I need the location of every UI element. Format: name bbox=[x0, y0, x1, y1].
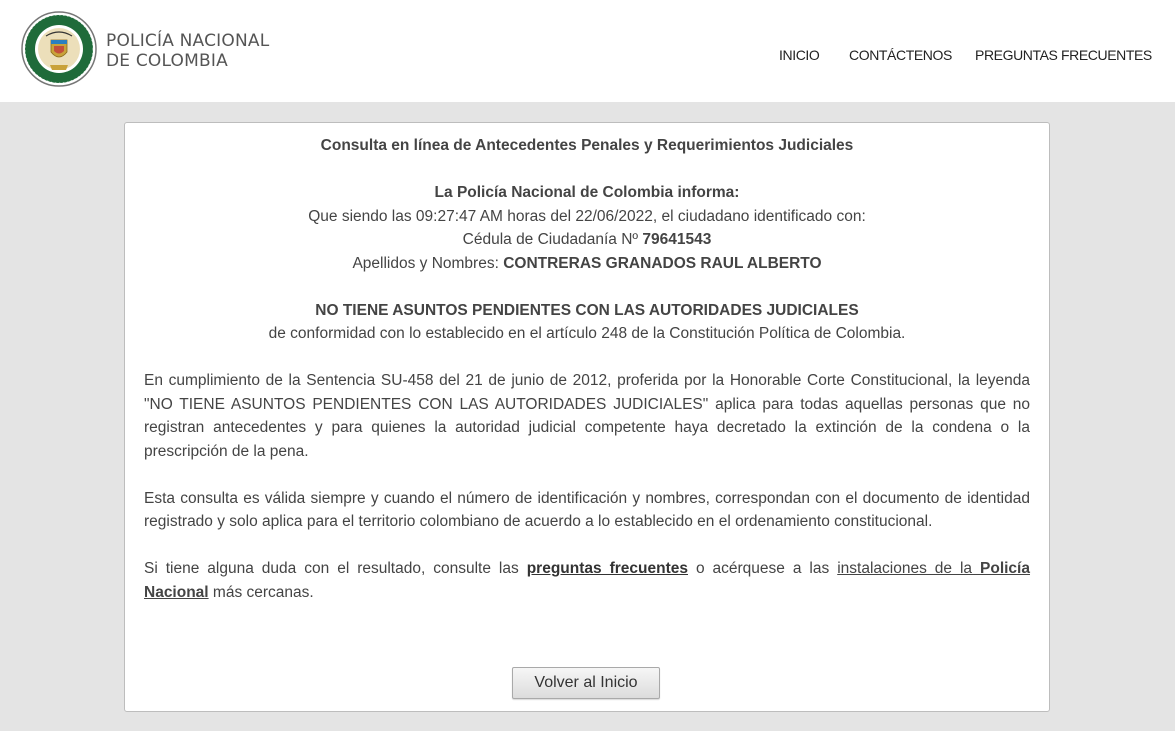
validity-paragraph: Esta consulta es válida siempre y cuando el número de identificación y nombres, correspondan con el documento de identidad registrado y solo aplica para el territorio colombiano de acuerdo a lo establecido en el ordenamiento constitucional. bbox=[144, 489, 1030, 530]
result-content bbox=[144, 134, 1030, 604]
help-text-start: Si tiene alguna duda con el resultado, consulte las bbox=[144, 560, 527, 577]
statement-line: Que siendo las 09:27:47 AM horas del 22/06/2022, el ciudadano identificado con: bbox=[308, 207, 866, 225]
legal-basis: de conformidad con lo establecido en el artículo 248 de la Constitución Política de Colombia. bbox=[268, 325, 906, 342]
site-header bbox=[0, 0, 1175, 102]
status-result: NO TIENE ASUNTOS PENDIENTES CON LAS AUTORIDADES JUDICIALES bbox=[315, 301, 859, 319]
help-text-end: más cercanas. bbox=[208, 583, 314, 601]
brand-line-2: DE COLOMBIA bbox=[106, 51, 228, 71]
name-value: CONTRERAS GRANADOS RAUL ALBERTO bbox=[503, 254, 822, 272]
name-line bbox=[144, 252, 1030, 276]
faq-link[interactable]: preguntas frecuentes bbox=[526, 560, 688, 577]
id-label: Cédula de Ciudadanía Nº bbox=[462, 231, 639, 248]
result-card bbox=[124, 122, 1050, 712]
nav-preguntas-frecuentes[interactable]: PREGUNTAS FRECUENTES bbox=[975, 47, 1152, 63]
back-to-home-button[interactable]: Volver al Inicio bbox=[512, 667, 660, 699]
top-nav bbox=[0, 47, 1175, 67]
brand-line-1: POLICÍA NACIONAL bbox=[106, 31, 270, 51]
nav-inicio[interactable]: INICIO bbox=[779, 47, 820, 63]
id-line bbox=[144, 228, 1030, 252]
name-label: Apellidos y Nombres: bbox=[352, 254, 499, 272]
help-paragraph bbox=[144, 557, 1030, 604]
installations-link-bold: Policía Nacional bbox=[144, 560, 1030, 601]
result-title: Consulta en línea de Antecedentes Penales y Requerimientos Judiciales bbox=[320, 137, 854, 154]
inform-heading: La Policía Nacional de Colombia informa: bbox=[434, 184, 740, 201]
id-number: 79641543 bbox=[642, 231, 712, 248]
nav-contactenos[interactable]: CONTÁCTENOS bbox=[849, 47, 952, 63]
help-text-middle: o acérquese a las bbox=[687, 560, 838, 577]
sentence-paragraph: En cumplimiento de la Sentencia SU-458 del 21 de junio de 2012, proferida por la Honorable Corte Constitucional, la leyenda "NO TIENE ASUNTOS PENDIENTES CON LAS AUTORIDADES JUDICIALES" aplica para todas aquellas personas que no registran antecedentes y para quienes la autoridad judicial competente haya decretado la extinción de la condena o la prescripción de la pena. bbox=[144, 372, 1030, 460]
installations-link-text: instalaciones de la bbox=[837, 560, 981, 577]
